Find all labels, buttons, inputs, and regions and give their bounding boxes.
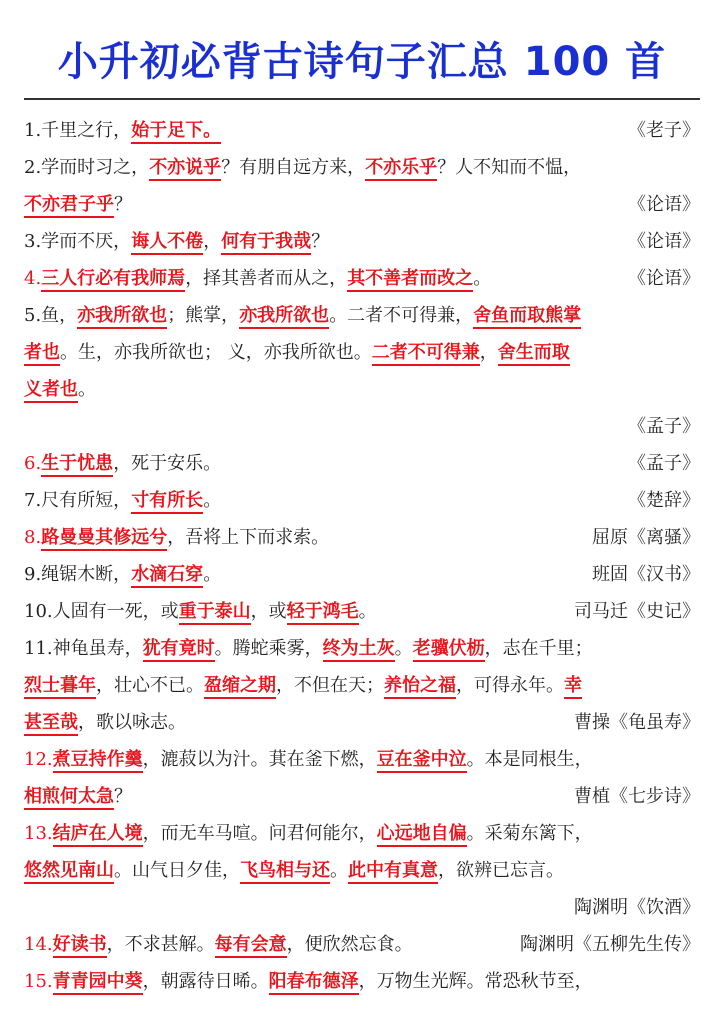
highlighted-phrase: 盈缩之期 (204, 675, 276, 699)
highlighted-phrase: 路曼曼其修远兮 (41, 527, 167, 551)
line-text: ，志在千里； (484, 638, 593, 659)
highlighted-phrase: 犹有竟时 (143, 638, 215, 662)
poem-list (24, 112, 700, 1000)
line-text: 7.尺有所短， (24, 490, 132, 511)
line-text: 。本是同根生， (466, 749, 593, 770)
highlighted-phrase: 好读书 (53, 934, 107, 958)
title-divider (24, 98, 700, 100)
text-line (24, 408, 700, 445)
highlighted-phrase: 心远地自偏 (377, 823, 467, 847)
highlighted-phrase: 结庐在人境 (53, 823, 143, 847)
line-text: ，吾将上下而求索。 (167, 527, 330, 548)
source-attribution: 司马迁《史记》 (574, 601, 700, 622)
line-text: ？ (311, 231, 330, 252)
text-line (24, 815, 700, 852)
line-text: ， (479, 342, 498, 363)
line-text: 9.绳锯木断， (24, 564, 132, 585)
line-text: 。山气日夕佳， (114, 860, 240, 881)
text-line (24, 149, 700, 186)
highlighted-phrase: 青青园中葵 (53, 971, 143, 995)
line-number: 6. (24, 453, 42, 474)
text-line (24, 889, 700, 926)
line-text: 。 (330, 860, 348, 881)
source-attribution: 陶渊明《五柳先生传》 (520, 934, 700, 955)
highlighted-phrase: 亦我所欲也 (239, 305, 329, 329)
source-attribution: 《楚辞》 (628, 490, 700, 511)
highlighted-phrase: 此中有真意 (348, 860, 438, 884)
highlighted-phrase: 不亦乐乎 (365, 157, 437, 181)
highlighted-phrase: 终为土灰 (323, 638, 395, 662)
highlighted-phrase: 何有于我哉 (221, 231, 311, 255)
line-text: ；熊掌， (167, 305, 240, 326)
line-text: ，万物生光辉。常恐秋节至， (358, 971, 593, 992)
line-text: ？有朋自远方来， (221, 157, 366, 178)
text-line (24, 852, 700, 889)
text-line (24, 371, 700, 408)
line-number: 15. (24, 971, 53, 992)
source-attribution: 屈原《离骚》 (592, 527, 700, 548)
line-text: ， (203, 231, 222, 252)
text-line (24, 704, 700, 741)
line-text: ？ (114, 786, 132, 807)
line-text: ，择其善者而从之， (185, 268, 348, 289)
highlighted-phrase: 义者也 (24, 379, 78, 403)
highlighted-phrase: 甚至哉 (24, 712, 78, 736)
highlighted-phrase: 飞鸟相与还 (240, 860, 330, 884)
line-text: ，壮心不已。 (96, 675, 204, 696)
highlighted-phrase: 始于足下。 (131, 120, 221, 144)
text-line (24, 186, 700, 223)
highlighted-phrase: 烈士暮年 (24, 675, 96, 699)
line-text: ，漉菽以为汁。萁在釜下燃， (142, 749, 377, 770)
line-text: ，可得永年。 (456, 675, 564, 696)
highlighted-phrase: 二者不可得兼 (372, 342, 480, 366)
line-number: 8. (24, 527, 42, 548)
text-line (24, 963, 700, 1000)
line-text: ，不但在天； (276, 675, 384, 696)
highlighted-phrase: 诲人不倦 (131, 231, 203, 255)
line-text: ，欲辨已忘言。 (438, 860, 564, 881)
source-attribution: 《论语》 (628, 194, 700, 215)
line-text: 。 (358, 601, 377, 622)
highlighted-phrase: 亦我所欲也 (77, 305, 167, 329)
highlighted-phrase: 舍鱼而取熊掌 (473, 305, 581, 329)
line-text: 3.学而不厌， (24, 231, 132, 252)
highlighted-phrase: 其不善者而改之 (347, 268, 473, 292)
line-text: 2.学而时习之， (24, 157, 150, 178)
text-line (24, 630, 700, 667)
text-line (24, 445, 700, 482)
text-line (24, 519, 700, 556)
highlighted-phrase: 水滴石穿 (131, 564, 203, 588)
highlighted-phrase: 者也 (24, 342, 60, 366)
line-text: ，便欣然忘食。 (286, 934, 413, 955)
highlighted-phrase: 重于泰山 (179, 601, 251, 625)
source-attribution: 曹操《龟虽寿》 (574, 712, 700, 733)
line-text: 5.鱼， (24, 305, 78, 326)
line-text: 。 (78, 379, 96, 400)
highlighted-phrase: 生于忧患 (41, 453, 113, 477)
line-number: 12. (24, 749, 53, 770)
line-text: ，而无车马喧。问君何能尔， (142, 823, 377, 844)
line-text: ，死于安乐。 (113, 453, 222, 474)
line-text: ，朝露待日晞。 (142, 971, 269, 992)
line-text: 1.千里之行， (24, 120, 132, 141)
source-attribution: 班固《汉书》 (592, 564, 700, 585)
highlighted-phrase: 轻于鸿毛 (287, 601, 359, 625)
source-attribution: 《老子》 (628, 120, 700, 141)
line-text: 。 (394, 638, 413, 659)
text-line (24, 482, 700, 519)
highlighted-phrase: 幸 (564, 675, 582, 699)
highlighted-phrase: 阳春布德泽 (269, 971, 359, 995)
line-text: ？人不知而不愠， (437, 157, 582, 178)
highlighted-phrase: 不亦君子乎 (24, 194, 114, 218)
highlighted-phrase: 悠然见南山 (24, 860, 114, 884)
line-text: 。二者不可得兼， (329, 305, 474, 326)
line-text: 。腾蛇乘雾， (214, 638, 323, 659)
line-number: 4. (24, 268, 42, 289)
text-line (24, 112, 700, 149)
text-line (24, 926, 700, 963)
line-number: 14. (24, 934, 53, 955)
highlighted-phrase: 寸有所长 (131, 490, 203, 514)
line-text: ？ (114, 194, 132, 215)
highlighted-phrase: 豆在釜中泣 (377, 749, 467, 773)
source-attribution: 《论语》 (628, 231, 700, 252)
line-number: 13. (24, 823, 53, 844)
source-attribution: 《孟子》 (628, 453, 700, 474)
text-line (24, 334, 700, 371)
source-attribution: 陶渊明《饮酒》 (574, 897, 700, 918)
highlighted-phrase: 三人行必有我师焉 (41, 268, 185, 292)
line-text: 11.神龟虽寿， (24, 638, 143, 659)
text-line (24, 778, 700, 815)
text-line (24, 593, 700, 630)
highlighted-phrase: 相煎何太急 (24, 786, 114, 810)
highlighted-phrase: 舍生而取 (498, 342, 570, 366)
source-attribution: 曹植《七步诗》 (574, 786, 700, 807)
line-text: ，不求甚解。 (106, 934, 215, 955)
line-text: ，或 (250, 601, 287, 622)
line-text: 。采菊东篱下， (466, 823, 593, 844)
source-attribution: 《论语》 (628, 268, 700, 289)
highlighted-phrase: 不亦说乎 (149, 157, 221, 181)
text-line (24, 556, 700, 593)
line-text: 。 (473, 268, 492, 289)
text-line (24, 667, 700, 704)
line-text: 。 (203, 564, 222, 585)
highlighted-phrase: 煮豆持作羹 (53, 749, 143, 773)
line-text: 。生，亦我所欲也； 义，亦我所欲也。 (60, 342, 372, 363)
text-line (24, 223, 700, 260)
page-title: 小升初必背古诗句子汇总 100 首 (57, 39, 667, 85)
highlighted-phrase: 老骥伏枥 (413, 638, 485, 662)
line-text: 。 (203, 490, 222, 511)
highlighted-phrase: 每有会意 (215, 934, 287, 958)
text-line (24, 260, 700, 297)
line-text: ，歌以咏志。 (78, 712, 186, 733)
source-attribution: 《孟子》 (628, 416, 700, 437)
text-line (24, 741, 700, 778)
highlighted-phrase: 养怡之福 (384, 675, 456, 699)
line-text: 10.人固有一死，或 (24, 601, 179, 622)
text-line (24, 297, 700, 334)
